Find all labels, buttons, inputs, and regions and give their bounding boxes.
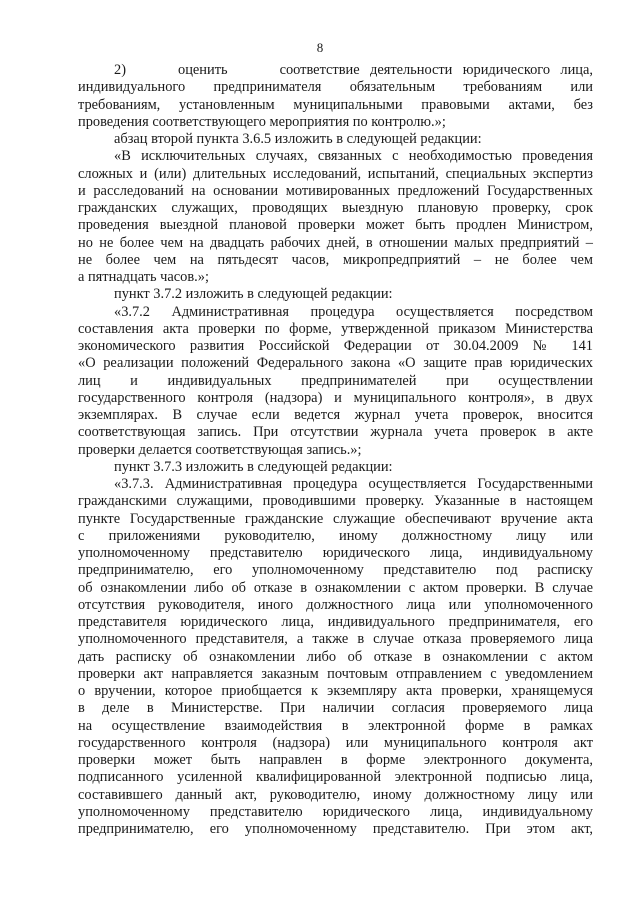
text-line: дать расписку об ознакомлении либо об отказе в ознакомлении с актом xyxy=(78,648,593,665)
text-line: о вручении, которое приобщается к экземпляру акта проверки, хранящемуся xyxy=(78,683,593,699)
text-line: но не более чем на двадцать рабочих дней, в отношении малых предприятий – xyxy=(78,234,593,251)
text-line: об ознакомлении либо об отказе в ознакомлении с актом проверки. В случае xyxy=(78,579,593,596)
text-line: пункт 3.7.2 изложить в следующей редакции: xyxy=(114,286,393,303)
text-line: не более чем на пятьдесят часов, микропредприятий – не более чем xyxy=(78,251,593,268)
page-number: 8 xyxy=(316,40,324,55)
text-line: «В исключительных случаях, связанных с необходимостью проведения xyxy=(114,148,593,165)
text-line: представителя юридического лица, индивидуального предпринимателя, его xyxy=(78,614,593,630)
text-line: пункте Государственные гражданские служащие обеспечивают вручение акта xyxy=(78,510,593,527)
text-line: уполномоченного представителя, а также в случае отказа проверяемого лица xyxy=(78,631,593,648)
text-line: «О реализации положений Федерального закона «О защите прав юридических xyxy=(78,355,593,372)
text-line: требованиям, установленным муниципальными правовыми актами, без xyxy=(78,96,593,113)
text-line: предпринимателю, его уполномоченному представителю под расписку xyxy=(78,562,593,579)
text-line: на осуществление взаимодействия в электронной форме в рамках xyxy=(78,717,593,734)
text-line: индивидуального предпринимателя обязательным требованиям или xyxy=(78,79,593,96)
text-line: проверки может быть направлен в форме электронного документа, xyxy=(78,752,593,768)
text-line: 2) оценить соответствие деятельности юридического лица, xyxy=(114,62,593,78)
text-line: подписанного усиленной квалифицированной электронной подписью лица, xyxy=(78,769,593,786)
text-line: экономического развития Российской Федерации от 30.04.2009 № 141 xyxy=(78,338,593,354)
text-line: «3.7.3. Административная процедура осуществляется Государственными xyxy=(114,476,593,492)
text-line: сложных и (или) длительных исследований, испытаний, специальных экспертиз xyxy=(78,165,593,182)
text-line: составления акта проверки по форме, утвержденной приказом Министерства xyxy=(78,320,593,337)
text-line: проверки делается соответствующая запись.»; xyxy=(78,441,362,458)
text-line: с приложениями руководителю, иному должностному лицу или xyxy=(78,527,593,544)
text-line: государственного контроля (надзора) или муниципального контроля акт xyxy=(78,734,593,751)
text-line: экземплярах. В случае если ведется журнал учета проверок, вносится xyxy=(78,407,593,423)
text-line: отсутствия руководителя, иного должностного лица или уполномоченного xyxy=(78,596,593,613)
text-line: а пятнадцать часов.»; xyxy=(78,269,209,285)
text-line: пункт 3.7.3 изложить в следующей редакции: xyxy=(114,458,393,475)
text-line: соответствующая запись. При отсутствии журнала учета проверок в акте xyxy=(78,424,593,441)
text-line: в деле в Министерстве. При наличии согласия проверяемого лица xyxy=(78,700,593,717)
text-line: гражданских служащих, проводящих выездную плановую проверку, срок xyxy=(78,200,593,216)
text-line: уполномоченному представителю юридического лица, индивидуальному xyxy=(78,545,593,561)
text-line: абзац второй пункта 3.6.5 изложить в следующей редакции: xyxy=(114,131,482,147)
text-line: «3.7.2 Административная процедура осуществляется посредством xyxy=(114,303,593,320)
text-line: проверки акт направляется заказным почтовым отправлением с уведомлением xyxy=(78,665,593,682)
text-line: государственного контроля (надзора) и муниципального контроля», в двух xyxy=(78,389,593,406)
text-line: составившего данный акт, руководителю, иному должностному лицу или xyxy=(78,786,593,803)
text-line: гражданскими служащими, проводившими проверку. Указанные в настоящем xyxy=(78,493,593,510)
body-text xyxy=(78,62,593,838)
text-line: и расследований на основании мотивированных предложений Государственных xyxy=(78,182,593,199)
text-line: проведения выездной плановой проверки может быть продлен Министром, xyxy=(78,217,593,234)
text-line: лиц и индивидуальных предпринимателей при осуществлении xyxy=(78,372,593,389)
text-line: уполномоченному представителю юридического лица, индивидуальному xyxy=(78,803,593,820)
text-line: проведения соответствующего мероприятия по контролю.»; xyxy=(78,113,446,130)
text-line: предпринимателю, его уполномоченному представителю. При этом акт, xyxy=(78,821,593,837)
